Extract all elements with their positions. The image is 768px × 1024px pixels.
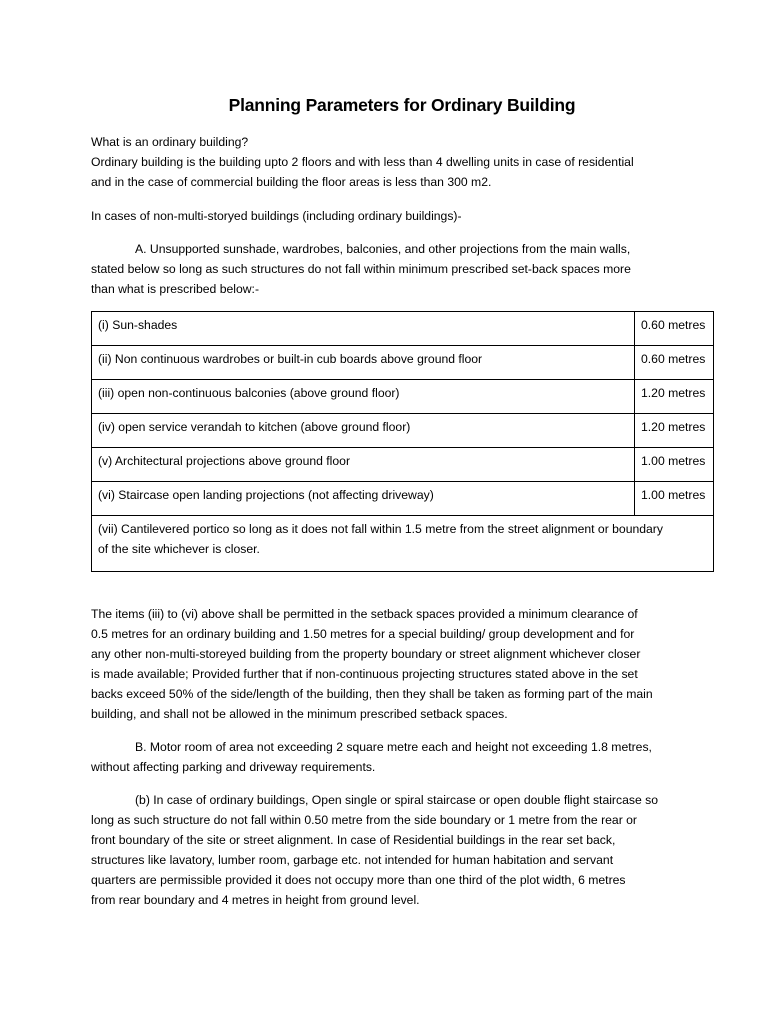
- table-cell-value: 1.20 metres: [635, 380, 714, 414]
- projections-table: [91, 311, 714, 572]
- items-line-5: backs exceed 50% of the side/length of the building, then they shall be taken as forming part of the main: [91, 687, 653, 701]
- items-paragraph: [91, 604, 691, 724]
- section-a-line-1: A. Unsupported sunshade, wardrobes, balconies, and other projections from the main walls,: [135, 242, 631, 256]
- table-row-full: [92, 516, 714, 572]
- section-b-line-1: B. Motor room of area not exceeding 2 square metre each and height not exceeding 1.8 metres,: [135, 740, 652, 754]
- table-cell-item: (vi) Staircase open landing projections (not affecting driveway): [92, 482, 635, 516]
- items-line-4: is made available; Provided further that if non-continuous projecting structures stated above in the set: [91, 667, 638, 681]
- table-cell-value: 1.00 metres: [635, 482, 714, 516]
- intro-line-2: and in the case of commercial building the floor areas is less than 300 m2.: [91, 175, 492, 189]
- section-a-line-3: than what is prescribed below:-: [91, 282, 260, 296]
- table-row: [92, 346, 714, 380]
- table-row: [92, 448, 714, 482]
- section-b: [91, 737, 691, 777]
- portico-line-2: of the site whichever is closer.: [98, 542, 260, 556]
- intro-line-1: Ordinary building is the building upto 2 floors and with less than 4 dwelling units in case of residential: [91, 155, 634, 169]
- table-cell-item: (ii) Non continuous wardrobes or built-in cub boards above ground floor: [92, 346, 635, 380]
- table-row: [92, 312, 714, 346]
- section-b2-line-5: quarters are permissible provided it does not occupy more than one third of the plot width, 6 metres: [91, 873, 626, 887]
- table-cell-item: (v) Architectural projections above ground floor: [92, 448, 635, 482]
- table-cell-item: (iv) open service verandah to kitchen (above ground floor): [92, 414, 635, 448]
- items-line-2: 0.5 metres for an ordinary building and 1.50 metres for a special building/ group development and for: [91, 627, 635, 641]
- section-b2: [91, 790, 691, 910]
- section-b2-line-1: (b) In case of ordinary buildings, Open single or spiral staircase or open double flight staircase so: [135, 793, 658, 807]
- table-row: [92, 380, 714, 414]
- section-b2-line-2: long as such structure do not fall within 0.50 metre from the side boundary or 1 metre from the rear or: [91, 813, 637, 827]
- section-b2-line-6: from rear boundary and 4 metres in height from ground level.: [91, 893, 420, 907]
- intro-question: What is an ordinary building?: [91, 135, 249, 149]
- table-cell-value: 0.60 metres: [635, 312, 714, 346]
- items-line-1: The items (iii) to (vi) above shall be permitted in the setback spaces provided a minimum clearance of: [91, 607, 638, 621]
- cases-line: In cases of non-multi-storyed buildings (including ordinary buildings)-: [91, 209, 462, 223]
- table-row: [92, 482, 714, 516]
- table-cell-item: (iii) open non-continuous balconies (above ground floor): [92, 380, 635, 414]
- section-b-line-2: without affecting parking and driveway requirements.: [91, 760, 376, 774]
- section-b2-line-3: front boundary of the site or street alignment. In case of Residential buildings in the rear set back,: [91, 833, 616, 847]
- items-line-6: building, and shall not be allowed in the minimum prescribed setback spaces.: [91, 707, 508, 721]
- table-cell-value: 1.20 metres: [635, 414, 714, 448]
- table-cell-value: 0.60 metres: [635, 346, 714, 380]
- section-a-line-2: stated below so long as such structures do not fall within minimum prescribed set-back spaces more: [91, 262, 631, 276]
- portico-line-1: (vii) Cantilevered portico so long as it does not fall within 1.5 metre from the street alignment or boundary: [98, 522, 663, 536]
- table-cell-portico: [92, 516, 714, 572]
- table-cell-value: 1.00 metres: [635, 448, 714, 482]
- document-page: [91, 92, 706, 910]
- table-cell-item: (i) Sun-shades: [92, 312, 635, 346]
- section-a: [91, 239, 691, 299]
- page-title: Planning Parameters for Ordinary Building: [228, 95, 576, 115]
- items-line-3: any other non-multi-storeyed building from the property boundary or street alignment whichever closer: [91, 647, 641, 661]
- section-b2-line-4: structures like lavatory, lumber room, garbage etc. not intended for human habitation and servant: [91, 853, 614, 867]
- table-row: [92, 414, 714, 448]
